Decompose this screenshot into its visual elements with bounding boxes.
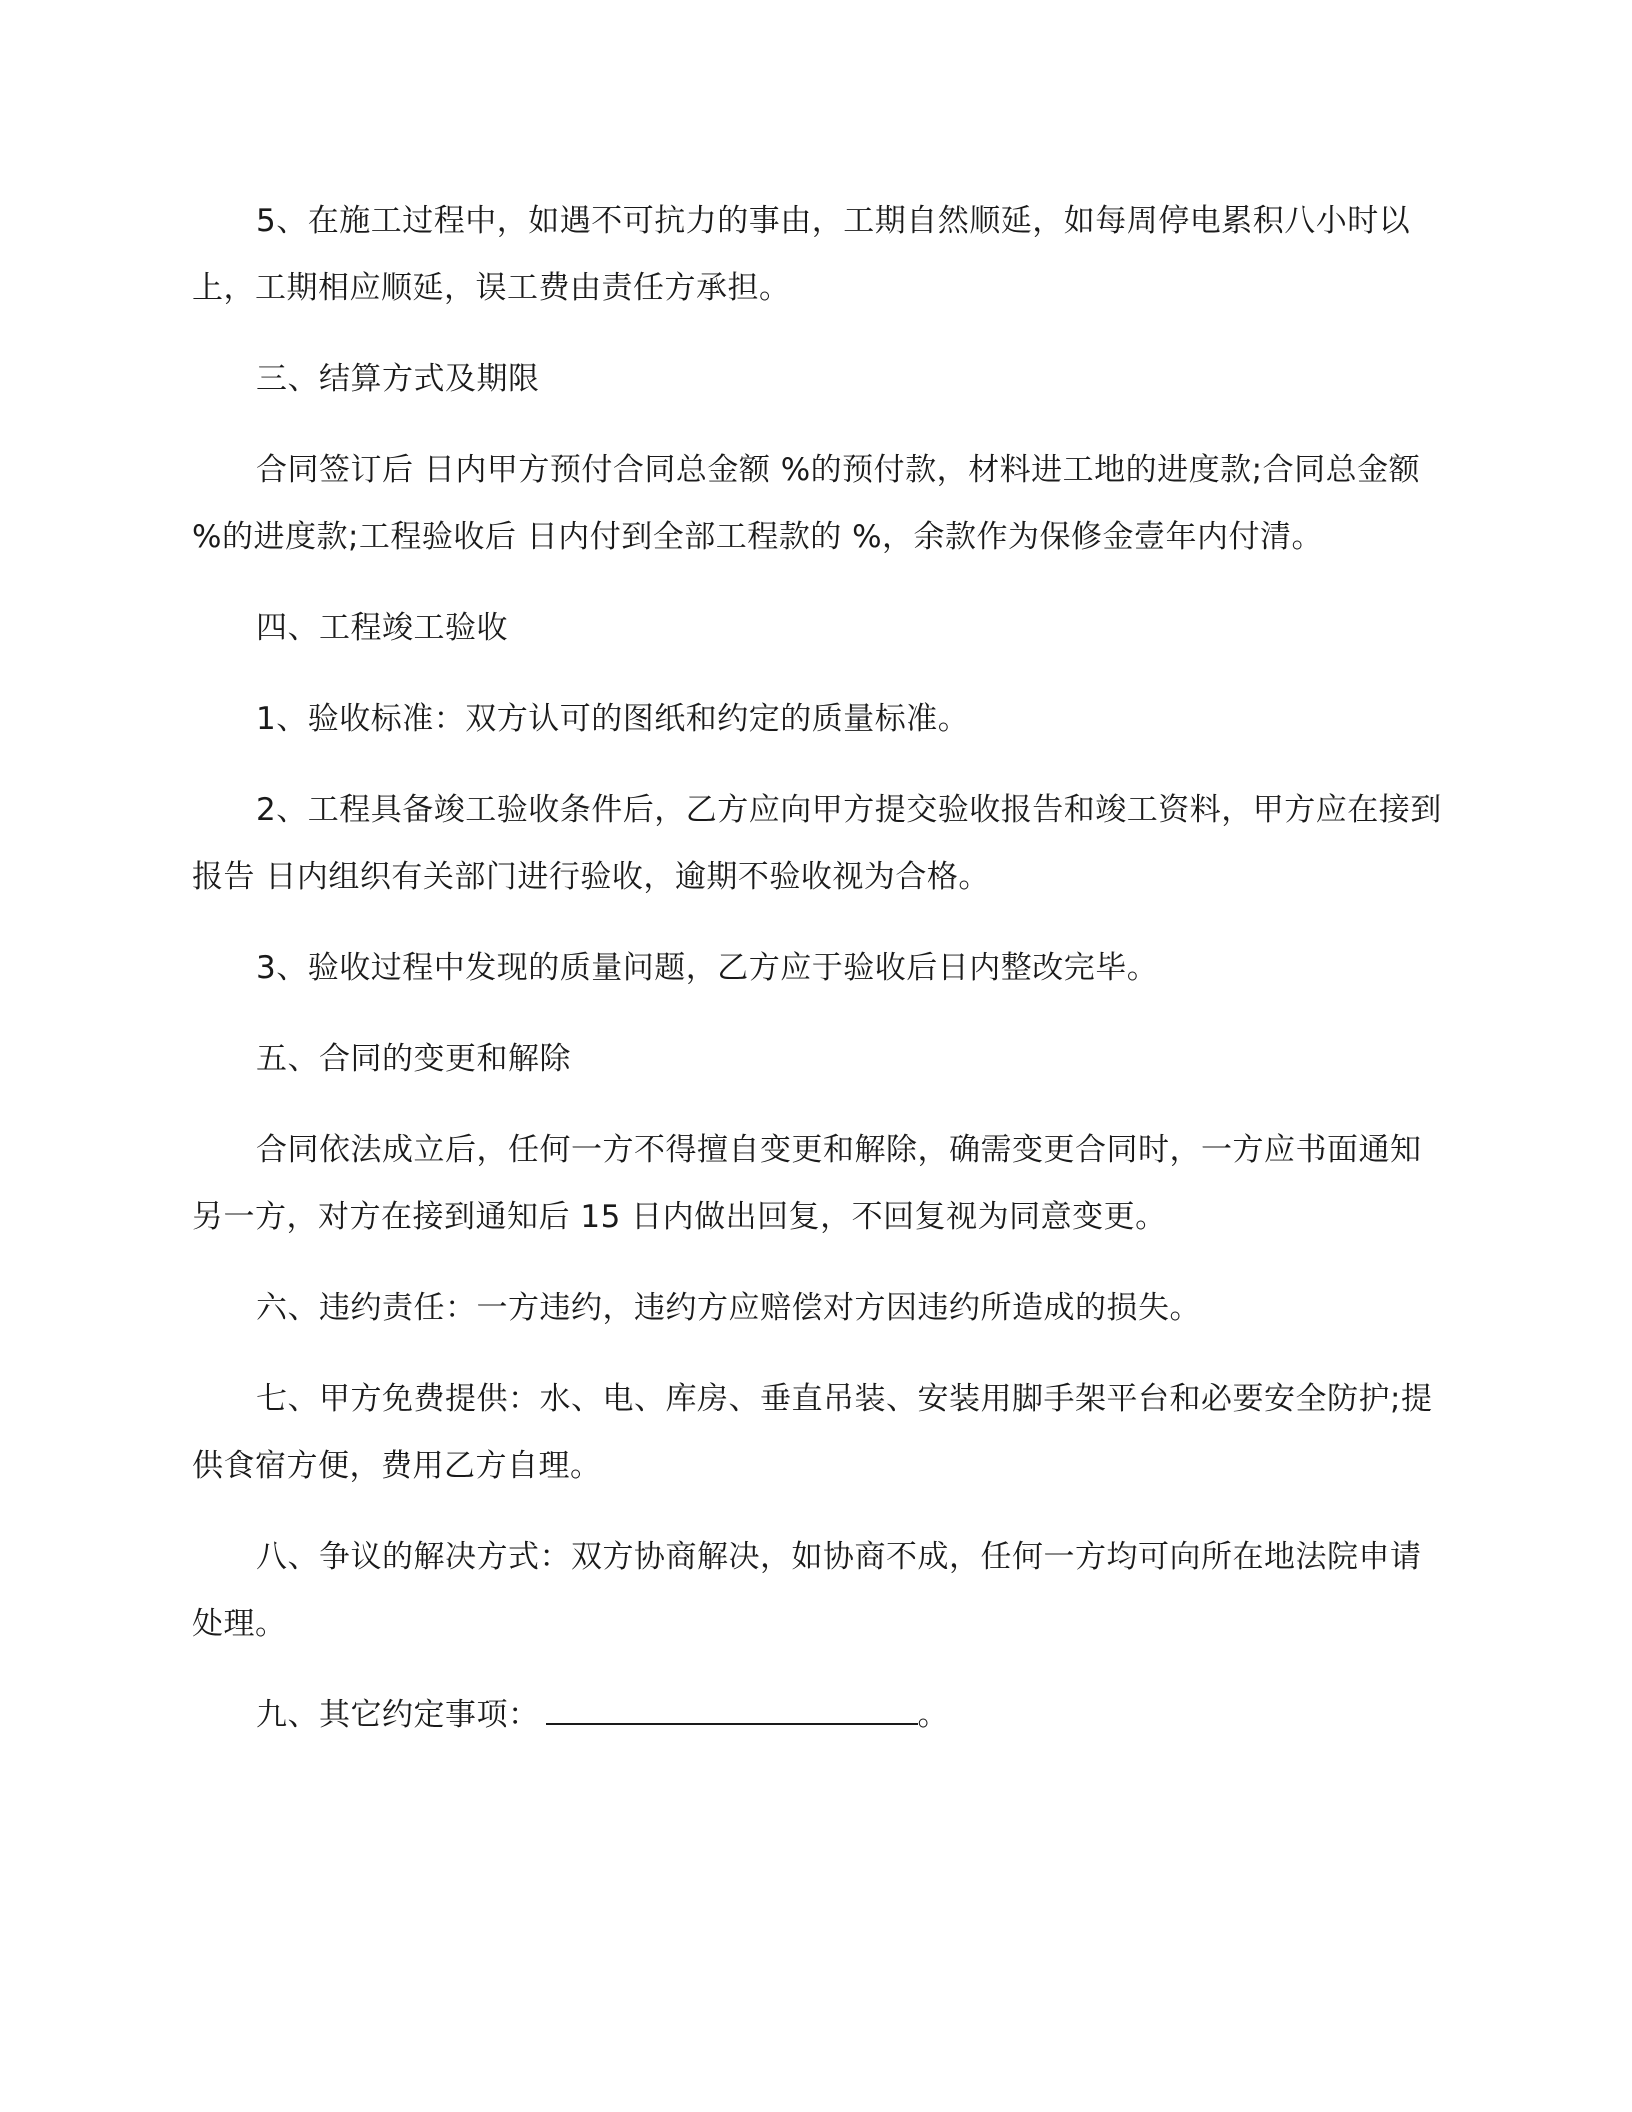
- contract-change-paragraph: 合同依法成立后，任何一方不得擅自变更和解除，确需变更合同时，一方应书面通知另一方，对方在接到通知后 15 日内做出回复，不回复视为同意变更。: [192, 1132, 1422, 1235]
- clause-5-force-majeure: 5、在施工过程中，如遇不可抗力的事由，工期自然顺延，如每周停电累积八小时以上，工期相应顺延，误工费由责任方承担。: [192, 203, 1411, 306]
- section-8-dispute-resolution: 八、争议的解决方式：双方协商解决，如协商不成，任何一方均可向所在地法院申请处理。: [192, 1539, 1422, 1642]
- section-9-end-mark: 。: [917, 1697, 949, 1733]
- document-body: [192, 188, 1442, 1773]
- section-7-party-a-provisions: 七、甲方免费提供：水、电、库房、垂直吊装、安装用脚手架平台和必要安全防护;提供食宿方便，费用乙方自理。: [192, 1381, 1433, 1484]
- fill-in-blank-line: [546, 1695, 918, 1725]
- acceptance-clause-1: 1、验收标准：双方认可的图纸和约定的质量标准。: [256, 701, 970, 737]
- section-5-heading: 五、合同的变更和解除: [256, 1041, 571, 1077]
- section-9-other-terms: [192, 1682, 1442, 1749]
- payment-terms-paragraph: 合同签订后 日内甲方预付合同总金额 %的预付款，材料进工地的进度款;合同总金额 %的进度款;工程验收后 日内付到全部工程款的 %，余款作为保修金壹年内付清。: [192, 452, 1421, 555]
- section-6-breach-liability: 六、违约责任：一方违约，违约方应赔偿对方因违约所造成的损失。: [256, 1290, 1201, 1326]
- section-9-label: 九、其它约定事项：: [256, 1697, 540, 1733]
- acceptance-clause-2: 2、工程具备竣工验收条件后，乙方应向甲方提交验收报告和竣工资料，甲方应在接到报告 日内组织有关部门进行验收，逾期不验收视为合格。: [192, 792, 1442, 895]
- section-3-heading: 三、结算方式及期限: [256, 361, 540, 397]
- section-4-heading: 四、工程竣工验收: [256, 610, 508, 646]
- acceptance-clause-3: 3、验收过程中发现的质量问题，乙方应于验收后日内整改完毕。: [256, 950, 1159, 986]
